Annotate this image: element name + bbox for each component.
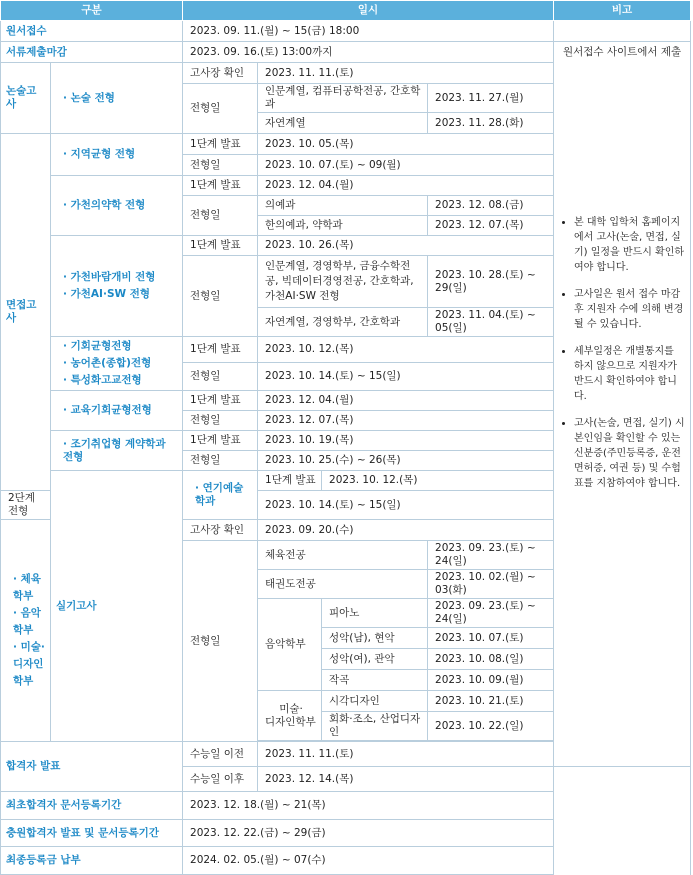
table-row <box>1 21 691 42</box>
education-exam-date: 2023. 12. 07.(목) <box>258 411 554 431</box>
essay-exam-label: 전형일 <box>183 84 258 134</box>
opportunity-track-1: · 기회균형전형 <box>63 340 132 352</box>
arts-exam-label: 전형일 <box>183 541 258 742</box>
baram-s1-date: 2023. 10. 26.(목) <box>258 236 554 256</box>
medical-dept2: 한의예과, 약학과 <box>258 216 428 236</box>
note-item: • 본 대학 입학처 홈페이지에서 고사(논술, 면접, 실기) 일정을 반드시 확인하여야 합니다. <box>574 215 686 275</box>
acting-s1-label: 1단계 발표 <box>258 471 322 491</box>
baram-dept1-date: 2023. 10. 28.(토) ~ 29(일) <box>428 256 554 308</box>
table-row <box>1 792 691 820</box>
opportunity-exam-date: 2023. 10. 14.(토) ~ 15(일) <box>258 363 554 391</box>
medical-dept1-date: 2023. 12. 08.(금) <box>428 196 554 216</box>
arts-visual-date: 2023. 10. 21.(토) <box>428 691 554 712</box>
early-s1-label: 1단계 발표 <box>183 431 258 451</box>
regional-exam-date: 2023. 10. 07.(토) ~ 09(월) <box>258 155 554 176</box>
arts-vocal-f-date: 2023. 10. 08.(일) <box>428 649 554 670</box>
note-item: • 세부일정은 개별통지를 하지 않으므로 지원자가 반드시 확인하여야 합니다. <box>574 344 686 404</box>
interview-track-regional: · 지역균형 전형 <box>51 134 183 176</box>
table-row <box>1 847 691 875</box>
arts-music-label: 음악학부 <box>258 599 322 691</box>
baram-dept1: 인문계열, 경영학부, 금융수학전공, 빅데이터경영전공, 간호학과, 가천AI·SW 전형 <box>258 256 428 308</box>
pass-after-label: 수능일 이후 <box>183 767 258 792</box>
acting-s1-date: 2023. 10. 12.(목) <box>322 471 691 491</box>
arts-vocal-f: 성악(여), 관악 <box>322 649 428 670</box>
regional-exam-label: 전형일 <box>183 155 258 176</box>
practical-track-acting: · 연기예술학과 <box>183 471 258 520</box>
acting-s2-label: 2단계 전형 <box>1 491 51 520</box>
row-label-practical: 실기고사 <box>51 471 183 742</box>
medical-s1-label: 1단계 발표 <box>183 176 258 196</box>
arts-painting: 회화·조소, 산업디자인 <box>322 712 428 741</box>
note-item: • 고사(논술, 면접, 실기) 시 본인임을 확인할 수 있는 신분증(주민등록증, 운전면허증, 여권 등) 및 수험표를 지참하여야 합니다. <box>574 416 686 491</box>
interview-track-opportunity <box>51 337 183 391</box>
opportunity-s1-date: 2023. 10. 12.(목) <box>258 337 554 363</box>
pass-before-label: 수능일 이전 <box>183 742 258 767</box>
education-s1-label: 1단계 발표 <box>183 391 258 411</box>
opportunity-s1-label: 1단계 발표 <box>183 337 258 363</box>
arts-track-2: · 음악학부 <box>13 607 41 636</box>
table-header-row <box>1 1 691 21</box>
baram-exam-label: 전형일 <box>183 256 258 337</box>
arts-art-label-1: 미술· <box>279 702 303 715</box>
opportunity-track-3: · 특성화고교전형 <box>63 374 142 386</box>
essay-dept1-date: 2023. 11. 27.(월) <box>428 84 554 113</box>
opportunity-exam-label: 전형일 <box>183 363 258 391</box>
row-label-interview: 면접고사 <box>1 134 51 491</box>
header-note: 비고 <box>554 1 691 21</box>
medical-dept2-date: 2023. 12. 07.(목) <box>428 216 554 236</box>
arts-taekwondo-date: 2023. 10. 02.(월) ~ 03(화) <box>428 570 554 599</box>
regional-s1-date: 2023. 10. 05.(목) <box>258 134 554 155</box>
arts-art-label-2: 디자인학부 <box>265 715 316 728</box>
arts-visual: 시각디자인 <box>322 691 428 712</box>
row-label-final-reg: 최초합격자 문서등록기간 <box>1 792 183 820</box>
arts-painting-date: 2023. 10. 22.(일) <box>428 712 554 741</box>
arts-composition: 작곡 <box>322 670 428 691</box>
education-s1-date: 2023. 12. 04.(월) <box>258 391 554 411</box>
medical-exam-label: 전형일 <box>183 196 258 236</box>
arts-track-3: · 미술·디자인학부 <box>13 641 45 687</box>
regional-s1-label: 1단계 발표 <box>183 134 258 155</box>
baram-dept2-date: 2023. 11. 04.(토) ~ 05(일) <box>428 308 554 337</box>
arts-pe-date: 2023. 09. 23.(토) ~ 24(일) <box>428 541 554 570</box>
header-schedule: 일시 <box>183 1 554 21</box>
interview-track-early: · 조기취업형 계약학과 전형 <box>51 431 183 471</box>
interview-track-medical: · 가천의약학 전형 <box>51 176 183 236</box>
baram-s1-label: 1단계 발표 <box>183 236 258 256</box>
arts-venue-label: 고사장 확인 <box>183 520 258 541</box>
arts-taekwondo: 태권도전공 <box>258 570 428 599</box>
pass-after-date: 2023. 12. 14.(목) <box>258 767 554 792</box>
row-label-essay: 논술고사 <box>1 63 51 134</box>
essay-venue-date: 2023. 11. 11.(토) <box>258 63 554 84</box>
early-exam-label: 전형일 <box>183 451 258 471</box>
documents-note: 원서접수 사이트에서 제출 <box>554 42 691 767</box>
essay-venue-label: 고사장 확인 <box>183 63 258 84</box>
pass-before-date: 2023. 11. 11.(토) <box>258 742 554 767</box>
medical-s1-date: 2023. 12. 04.(월) <box>258 176 554 196</box>
arts-art-label <box>258 691 322 741</box>
arts-venue-date: 2023. 09. 20.(수) <box>258 520 554 541</box>
essay-dept1: 인문계열, 컴퓨터공학전공, 간호학과 <box>258 84 428 113</box>
extra-reg-date: 2023. 12. 22.(금) ~ 29(금) <box>183 819 554 847</box>
arts-vocal-m-date: 2023. 10. 07.(토) <box>428 628 554 649</box>
header-category: 구분 <box>1 1 183 21</box>
row-label-pass: 합격자 발표 <box>1 742 183 792</box>
table-row <box>1 819 691 847</box>
acting-s2-date: 2023. 10. 14.(토) ~ 15(일) <box>258 491 554 520</box>
baram-track-2: · 가천AI·SW 전형 <box>63 288 151 300</box>
final-pay-date: 2024. 02. 05.(월) ~ 07(수) <box>183 847 554 875</box>
early-s1-date: 2023. 10. 19.(목) <box>258 431 554 451</box>
essay-dept2: 자연계열 <box>258 113 428 134</box>
row-label-final-pay: 최종등록금 납부 <box>1 847 183 875</box>
baram-dept2: 자연계열, 경영학부, 간호학과 <box>258 308 428 337</box>
interview-track-baram <box>51 236 183 337</box>
baram-track-1: · 가천바람개비 전형 <box>63 271 156 283</box>
table-row <box>1 42 691 63</box>
interview-track-education: · 교육기회균형전형 <box>51 391 183 431</box>
note-empty <box>554 21 691 42</box>
row-label-application: 원서접수 <box>1 21 183 42</box>
arts-composition-date: 2023. 10. 09.(월) <box>428 670 554 691</box>
notes-list <box>562 215 686 491</box>
row-label-extra-reg: 충원합격자 발표 및 문서등록기간 <box>1 819 183 847</box>
arts-track-1: · 체육학부 <box>13 573 41 602</box>
medical-dept1: 의예과 <box>258 196 428 216</box>
arts-piano-date: 2023. 09. 23.(토) ~ 24(일) <box>428 599 554 628</box>
arts-pe: 체육전공 <box>258 541 428 570</box>
essay-track: · 논술 전형 <box>51 63 183 134</box>
final-reg-date: 2023. 12. 18.(월) ~ 21(목) <box>183 792 554 820</box>
arts-vocal-m: 성악(남), 현악 <box>322 628 428 649</box>
application-date: 2023. 09. 11.(월) ~ 15(금) 18:00 <box>183 21 554 42</box>
essay-dept2-date: 2023. 11. 28.(화) <box>428 113 554 134</box>
documents-date: 2023. 09. 16.(토) 13:00까지 <box>183 42 554 63</box>
opportunity-track-2: · 농어촌(종합)전형 <box>63 357 152 369</box>
early-exam-date: 2023. 10. 25.(수) ~ 26(목) <box>258 451 554 471</box>
practical-track-arts <box>1 520 51 742</box>
arts-piano: 피아노 <box>322 599 428 628</box>
notes-panel <box>562 215 686 491</box>
note-item: • 고사일은 원서 접수 마감 후 지원자 수에 의해 변경될 수 있습니다. <box>574 287 686 332</box>
row-label-documents: 서류제출마감 <box>1 42 183 63</box>
education-exam-label: 전형일 <box>183 411 258 431</box>
